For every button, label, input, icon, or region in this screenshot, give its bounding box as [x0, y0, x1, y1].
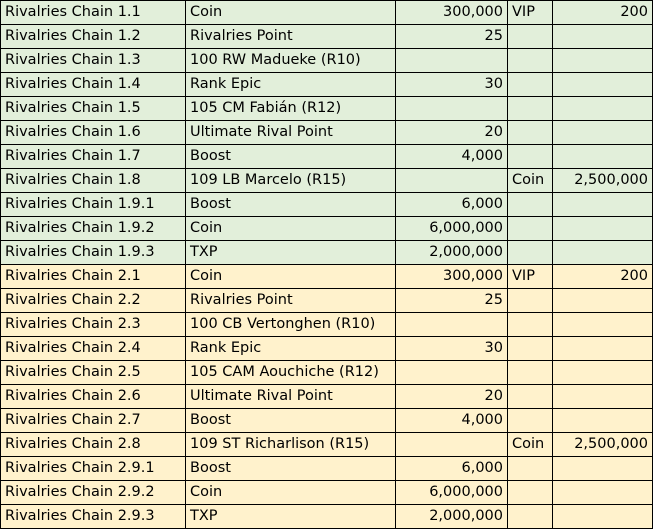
table-row [1, 121, 653, 145]
table-row [1, 25, 653, 49]
chain-name-cell[interactable]: Rivalries Chain 2.8 [1, 433, 186, 457]
bonus-type-cell[interactable] [508, 241, 553, 265]
bonus-type-cell[interactable] [508, 313, 553, 337]
amount-cell[interactable] [396, 313, 508, 337]
bonus-type-cell[interactable] [508, 481, 553, 505]
table-row [1, 361, 653, 385]
bonus-type-cell[interactable] [508, 25, 553, 49]
bonus-amount-cell[interactable] [553, 481, 653, 505]
amount-cell[interactable]: 6,000,000 [396, 481, 508, 505]
table-row [1, 481, 653, 505]
bonus-type-cell[interactable] [508, 409, 553, 433]
reward-cell[interactable]: Boost [186, 457, 396, 481]
amount-cell[interactable] [396, 169, 508, 193]
chain-name-cell[interactable]: Rivalries Chain 1.1 [1, 1, 186, 25]
chain-name-cell[interactable]: Rivalries Chain 1.9.1 [1, 193, 186, 217]
amount-cell[interactable]: 6,000 [396, 457, 508, 481]
chain-name-cell[interactable]: Rivalries Chain 2.7 [1, 409, 186, 433]
bonus-amount-cell[interactable] [553, 505, 653, 529]
table-row [1, 457, 653, 481]
table-row [1, 505, 653, 529]
reward-cell[interactable]: TXP [186, 505, 396, 529]
chain-name-cell[interactable]: Rivalries Chain 2.2 [1, 289, 186, 313]
amount-cell[interactable]: 30 [396, 337, 508, 361]
bonus-amount-cell[interactable] [553, 241, 653, 265]
reward-cell[interactable]: Boost [186, 145, 396, 169]
bonus-amount-cell[interactable] [553, 193, 653, 217]
table-row [1, 193, 653, 217]
reward-cell[interactable]: Rivalries Point [186, 25, 396, 49]
amount-cell[interactable]: 6,000 [396, 193, 508, 217]
bonus-amount-cell[interactable] [553, 361, 653, 385]
bonus-amount-cell[interactable]: 2,500,000 [553, 433, 653, 457]
reward-cell[interactable]: TXP [186, 241, 396, 265]
reward-cell[interactable]: 100 CB Vertonghen (R10) [186, 313, 396, 337]
chain-name-cell[interactable]: Rivalries Chain 2.5 [1, 361, 186, 385]
reward-cell[interactable]: 100 RW Madueke (R10) [186, 49, 396, 73]
bonus-type-cell[interactable]: Coin [508, 169, 553, 193]
chain-name-cell[interactable]: Rivalries Chain 2.9.2 [1, 481, 186, 505]
amount-cell[interactable]: 300,000 [396, 1, 508, 25]
chain-name-cell[interactable]: Rivalries Chain 1.9.3 [1, 241, 186, 265]
bonus-amount-cell[interactable] [553, 289, 653, 313]
table-row [1, 145, 653, 169]
table-row [1, 1, 653, 25]
bonus-amount-cell[interactable] [553, 145, 653, 169]
bonus-type-cell[interactable] [508, 49, 553, 73]
chain-name-cell[interactable]: Rivalries Chain 1.7 [1, 145, 186, 169]
bonus-amount-cell[interactable] [553, 409, 653, 433]
bonus-amount-cell[interactable] [553, 25, 653, 49]
bonus-amount-cell[interactable]: 2,500,000 [553, 169, 653, 193]
table-row [1, 385, 653, 409]
bonus-type-cell[interactable] [508, 121, 553, 145]
amount-cell[interactable]: 300,000 [396, 265, 508, 289]
chain-name-cell[interactable]: Rivalries Chain 1.2 [1, 25, 186, 49]
table-row [1, 313, 653, 337]
rewards-table-body [1, 1, 653, 529]
chain-name-cell[interactable]: Rivalries Chain 1.4 [1, 73, 186, 97]
reward-cell[interactable]: Coin [186, 1, 396, 25]
amount-cell[interactable]: 20 [396, 121, 508, 145]
amount-cell[interactable]: 20 [396, 385, 508, 409]
bonus-amount-cell[interactable] [553, 121, 653, 145]
amount-cell[interactable]: 4,000 [396, 409, 508, 433]
reward-cell[interactable]: Ultimate Rival Point [186, 121, 396, 145]
amount-cell[interactable]: 30 [396, 73, 508, 97]
table-row [1, 73, 653, 97]
table-row [1, 337, 653, 361]
bonus-amount-cell[interactable] [553, 385, 653, 409]
reward-cell[interactable]: 105 CM Fabián (R12) [186, 97, 396, 121]
reward-cell[interactable]: Coin [186, 217, 396, 241]
bonus-type-cell[interactable] [508, 217, 553, 241]
bonus-type-cell[interactable]: Coin [508, 433, 553, 457]
bonus-type-cell[interactable]: VIP [508, 1, 553, 25]
bonus-amount-cell[interactable] [553, 97, 653, 121]
chain-name-cell[interactable]: Rivalries Chain 2.9.3 [1, 505, 186, 529]
chain-name-cell[interactable]: Rivalries Chain 1.6 [1, 121, 186, 145]
reward-cell[interactable]: Rank Epic [186, 337, 396, 361]
amount-cell[interactable]: 2,000,000 [396, 505, 508, 529]
amount-cell[interactable]: 6,000,000 [396, 217, 508, 241]
bonus-amount-cell[interactable]: 200 [553, 265, 653, 289]
table-row [1, 433, 653, 457]
chain-name-cell[interactable]: Rivalries Chain 2.1 [1, 265, 186, 289]
table-row [1, 241, 653, 265]
table-row [1, 409, 653, 433]
bonus-amount-cell[interactable] [553, 337, 653, 361]
chain-name-cell[interactable]: Rivalries Chain 1.5 [1, 97, 186, 121]
reward-cell[interactable]: 109 ST Richarlison (R15) [186, 433, 396, 457]
bonus-type-cell[interactable] [508, 457, 553, 481]
amount-cell[interactable] [396, 49, 508, 73]
bonus-type-cell[interactable] [508, 289, 553, 313]
table-row [1, 265, 653, 289]
bonus-type-cell[interactable] [508, 385, 553, 409]
reward-cell[interactable]: Ultimate Rival Point [186, 385, 396, 409]
chain-name-cell[interactable]: Rivalries Chain 2.6 [1, 385, 186, 409]
amount-cell[interactable]: 2,000,000 [396, 241, 508, 265]
reward-cell[interactable]: 105 CAM Aouchiche (R12) [186, 361, 396, 385]
chain-name-cell[interactable]: Rivalries Chain 1.9.2 [1, 217, 186, 241]
chain-name-cell[interactable]: Rivalries Chain 1.8 [1, 169, 186, 193]
reward-cell[interactable]: Boost [186, 409, 396, 433]
bonus-amount-cell[interactable] [553, 49, 653, 73]
reward-cell[interactable]: Boost [186, 193, 396, 217]
amount-cell[interactable] [396, 433, 508, 457]
table-row [1, 289, 653, 313]
bonus-type-cell[interactable] [508, 505, 553, 529]
bonus-amount-cell[interactable] [553, 457, 653, 481]
amount-cell[interactable] [396, 97, 508, 121]
reward-cell[interactable]: Rivalries Point [186, 289, 396, 313]
reward-cell[interactable]: Rank Epic [186, 73, 396, 97]
chain-name-cell[interactable]: Rivalries Chain 2.9.1 [1, 457, 186, 481]
table-row [1, 217, 653, 241]
table-row [1, 49, 653, 73]
chain-name-cell[interactable]: Rivalries Chain 2.3 [1, 313, 186, 337]
bonus-type-cell[interactable] [508, 361, 553, 385]
reward-cell[interactable]: Coin [186, 481, 396, 505]
amount-cell[interactable] [396, 361, 508, 385]
chain-name-cell[interactable]: Rivalries Chain 2.4 [1, 337, 186, 361]
table-row [1, 169, 653, 193]
bonus-type-cell[interactable] [508, 73, 553, 97]
amount-cell[interactable]: 25 [396, 25, 508, 49]
bonus-type-cell[interactable] [508, 145, 553, 169]
amount-cell[interactable]: 4,000 [396, 145, 508, 169]
bonus-type-cell[interactable] [508, 97, 553, 121]
amount-cell[interactable]: 25 [396, 289, 508, 313]
reward-cell[interactable]: Coin [186, 265, 396, 289]
bonus-amount-cell[interactable]: 200 [553, 1, 653, 25]
bonus-amount-cell[interactable] [553, 217, 653, 241]
chain-name-cell[interactable]: Rivalries Chain 1.3 [1, 49, 186, 73]
table-row [1, 97, 653, 121]
bonus-type-cell[interactable] [508, 337, 553, 361]
bonus-type-cell[interactable] [508, 193, 553, 217]
reward-cell[interactable]: 109 LB Marcelo (R15) [186, 169, 396, 193]
bonus-amount-cell[interactable] [553, 73, 653, 97]
bonus-amount-cell[interactable] [553, 313, 653, 337]
bonus-type-cell[interactable]: VIP [508, 265, 553, 289]
